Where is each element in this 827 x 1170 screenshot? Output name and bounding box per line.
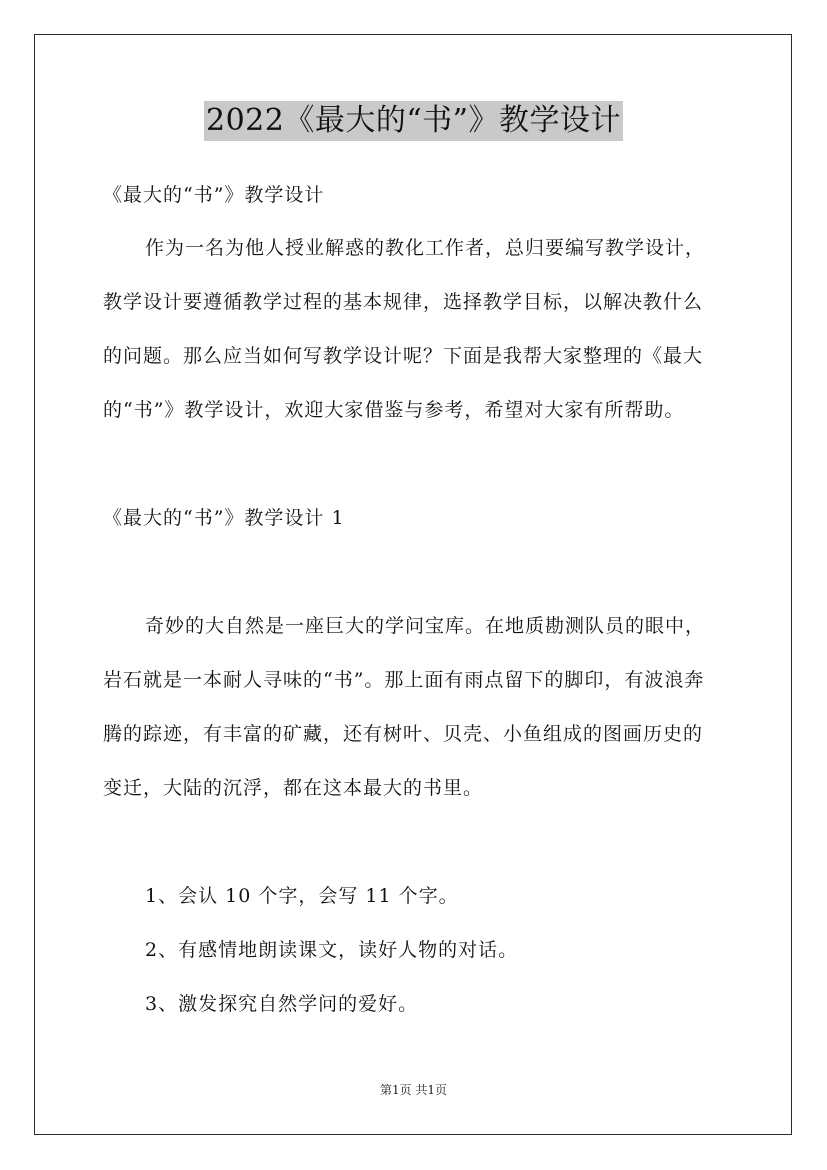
section-heading: 《最大的“书”》教学设计 1 [103,507,345,529]
intro-line-1: 作为一名为他人授业解惑的教化工作者，总归要编写教学设计， [145,237,706,259]
title-container [0,101,827,141]
goal-item-1: 1、会认 10 个字，会写 11 个字。 [145,885,459,907]
page-footer: 第1页 共1页 [379,1083,448,1097]
document-subtitle: 《最大的“书”》教学设计 [103,184,325,206]
body-line-4: 变迁，大陆的沉浮，都在这本最大的书里。 [103,777,484,799]
body-line-1: 奇妙的大自然是一座巨大的学问宝库。在地质勘测队员的眼中， [145,615,706,637]
goal-item-2: 2、有感情地朗读课文，读好人物的对话。 [145,939,519,961]
goal-item-3: 3、激发探究自然学问的爱好。 [145,993,419,1015]
intro-line-4: 的“书”》教学设计，欢迎大家借鉴与参考，希望对大家有所帮助。 [103,399,685,421]
body-line-3: 腾的踪迹，有丰富的矿藏，还有树叶、贝壳、小鱼组成的图画历史的 [103,723,704,745]
intro-line-3: 的问题。那么应当如何写教学设计呢？下面是我帮大家整理的《最大 [103,345,704,367]
document-title: 2022《最大的“书”》教学设计 [204,101,623,141]
intro-line-2: 教学设计要遵循教学过程的基本规律，选择教学目标，以解决教什么 [103,291,704,313]
body-line-2: 岩石就是一本耐人寻味的“书”。那上面有雨点留下的脚印，有波浪奔 [103,669,705,691]
